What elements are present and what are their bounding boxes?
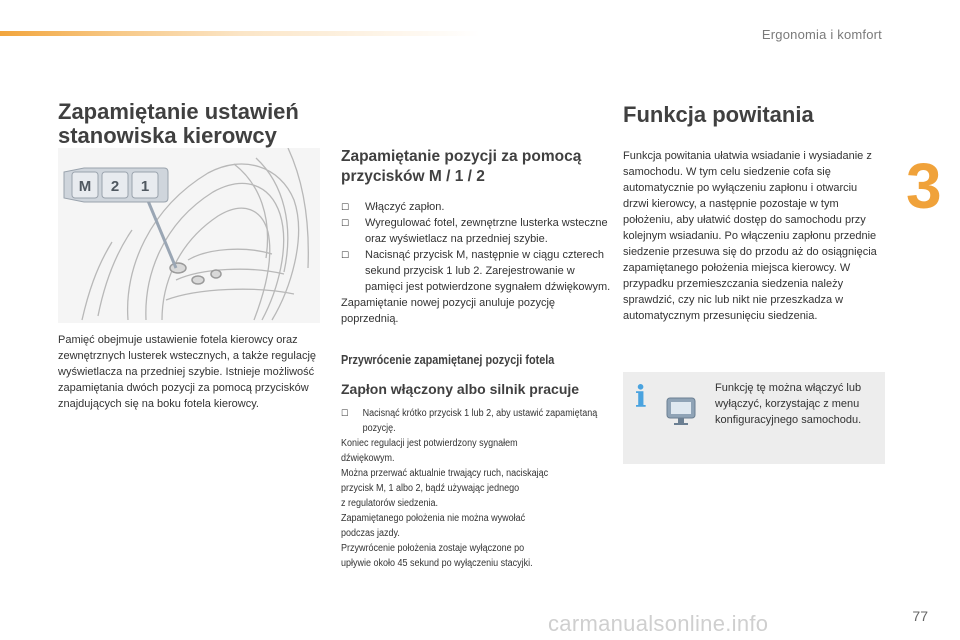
recall-line: upływie około 45 sekund po wyłączeniu stacyjki. [341, 558, 533, 569]
memory-buttons-title [341, 147, 611, 187]
ignition-title: Zapłon włączony albo silnik pracuje [341, 381, 580, 397]
header-accent-bar [0, 31, 480, 36]
welcome-function-title: Funkcja powitania [623, 102, 814, 127]
info-icon: i [635, 380, 647, 415]
step-bullet [341, 199, 611, 215]
step-bullet [341, 247, 611, 295]
step-text: Włączyć zapłon. [365, 201, 445, 213]
watermark: carmanualsonline.info [548, 611, 769, 636]
memory-note: Zapamiętanie nowej pozycji anuluje pozycję poprzednią. [341, 297, 556, 325]
recall-line: dźwiękowym. [341, 453, 395, 464]
recall-line: z regulatorów siedzenia. [341, 498, 439, 509]
recall-title: Przywrócenie zapamiętanej pozycji fotela [341, 353, 555, 367]
left-title-line2: stanowiska kierowcy [58, 123, 277, 148]
seat-drawing [58, 148, 320, 323]
button-label-2: 2 [110, 178, 120, 195]
welcome-function-description: Funkcja powitania ułatwia wsiadanie i wysiadanie z samochodu. W tym celu siedzenie cofa się automatycznie po wyłączeniu zapłonu i otwarciu drzwi kierowcy, a następnie pozostaje w tym położeniu, aby ułatwić dostęp do samochodu przy kolejnym wsiadaniu. Po włączeniu zapłonu przednie siedzenie przesuwa się do przodu aż do osiągnięcia zapamiętanego położenia miejsca kierowcy. W przypadku przemieszczania siedzenia należy sprawdzić, czy nic lub nikt nie przeszkadza w automatycznym przesunięciu siedzenia. [623, 150, 877, 322]
memory-title-line1: Zapamiętanie pozycji za pomocą [341, 148, 582, 165]
recall-line: Można przerwać aktualnie trwający ruch, naciskając [341, 468, 549, 479]
recall-line: Przywrócenie położenia zostaje wyłączone po [341, 543, 525, 554]
button-label-m: M [78, 178, 92, 195]
seat-memory-illustration [58, 148, 320, 323]
checkbox-bullet-icon: ☐ [341, 408, 349, 418]
recall-bullet [341, 406, 633, 436]
memory-button-panel [64, 168, 168, 202]
step-text: Wyregulować fotel, zewnętrzne lusterka wsteczne oraz wyświetlacz na przedniej szybie. [365, 217, 608, 245]
recall-line: podczas jazdy. [341, 528, 400, 539]
checkbox-bullet-icon: ☐ [341, 218, 350, 228]
middle-column [341, 147, 611, 571]
page-number: 77 [912, 608, 928, 624]
section-header-title: Ergonomia i komfort [761, 27, 882, 42]
info-box [623, 372, 885, 464]
chapter-number: 3 [906, 150, 942, 222]
recall-line: przycisk M, 1 albo 2, bądź używając jednego [341, 483, 520, 494]
memory-title-line2: przycisków M / 1 / 2 [341, 168, 485, 185]
button-label-1: 1 [140, 178, 150, 195]
checkbox-bullet-icon: ☐ [341, 250, 350, 260]
info-text: Funkcję tę można włączyć lub wyłączyć, korzystając z menu konfiguracyjnego samochodu. [715, 382, 862, 426]
recall-bullet-text: Nacisnąć krótko przycisk 1 lub 2, aby ustawić zapamiętaną pozycję. [362, 408, 598, 434]
memory-description: Pamięć obejmuje ustawienie fotela kierowcy oraz zewnętrznych lusterek wstecznych, a także regulację wyświetlacza na przedniej szybie. Istnieje możliwość zapamiętania dwóch pozycji za pomocą przycisków znajdujących się na boku fotela kierowcy. [58, 334, 317, 410]
checkbox-bullet-icon: ☐ [341, 202, 350, 212]
step-text: Nacisnąć przycisk M, następnie w ciągu czterech sekund przycisk 1 lub 2. Zarejestrowanie w pamięci jest potwierdzone sygnałem dźwiękowym. [365, 249, 611, 293]
recall-line: Koniec regulacji jest potwierdzony sygnałem [341, 438, 518, 449]
display-screen-icon [665, 394, 699, 428]
step-bullet [341, 215, 611, 247]
recall-notes [341, 436, 611, 571]
left-title-line1: Zapamiętanie ustawień [58, 99, 299, 124]
left-section-title [58, 100, 318, 148]
recall-line: Zapamiętanego położenia nie można wywołać [341, 513, 526, 524]
